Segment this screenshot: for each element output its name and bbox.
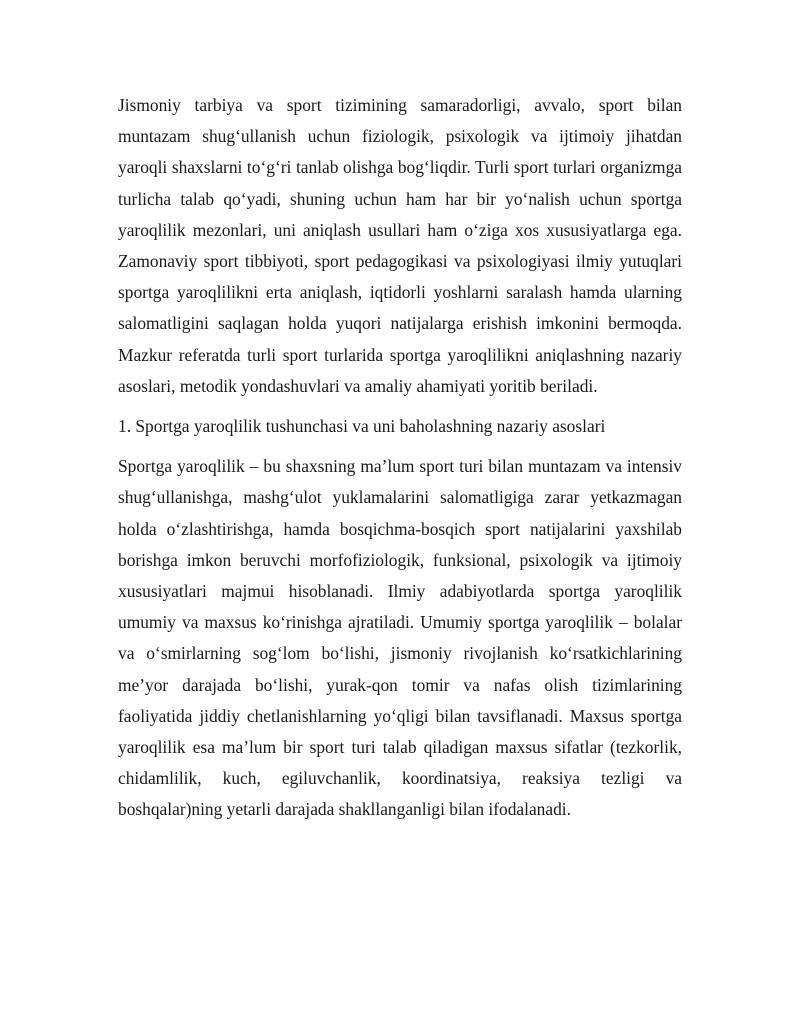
intro-paragraph: Jismoniy tarbiya va sport tizimining samaradorligi, avvalo, sport bilan muntazam shug‘ullanish uchun fiziologik, psixologik va ijtimoiy jihatdan yaroqli shaxslarni to‘g‘ri tanlab olishga bog‘liqdir. Turli sport turlari organizmga turlicha talab qo‘yadi, shuning uchun ham har bir yo‘nalish uchun sportga yaroqlilik mezonlari, uni aniqlash usullari ham o‘ziga xos xususiyatlarga ega. Zamonaviy sport tibbiyoti, sport pedagogikasi va psixologiyasi ilmiy yutuqlari sportga yaroqlilikni erta aniqlash, iqtidorli yoshlarni saralash hamda ularning salomatligini saqlagan holda yuqori natijalarga erishish imkonini bermoqda. Mazkur referatda turli sport turlarida sportga yaroqlilikni aniqlashning nazariy asoslari, metodik yondashuvlari va amaliy ahamiyati yoritib beriladi. <box>118 95 682 396</box>
section-heading: 1. Sportga yaroqlilik tushunchasi va uni baholashning nazariy asoslari <box>118 416 606 437</box>
document-page <box>118 90 682 826</box>
section-paragraph: Sportga yaroqlilik – bu shaxsning ma’lum sport turi bilan muntazam va intensiv shug‘ullanishga, mashg‘ulot yuklamalarini salomatligiga zarar yetkazmagan holda o‘zlashtirishga, hamda bosqichma-bosqich sport natijalarini yaxshilab borishga imkon beruvchi morfofiziologik, funksional, psixologik va ijtimoiy xususiyatlari majmui hisoblanadi. Ilmiy adabiyotlarda sportga yaroqlilik umumiy va maxsus ko‘rinishga ajratiladi. Umumiy sportga yaroqlilik – bolalar va o‘smirlarning sog‘lom bo‘lishi, jismoniy rivojlanish ko‘rsatkichlarining me’yor darajada bo‘lishi, yurak-qon tomir va nafas olish tizimlarining faoliyatida jiddiy chetlanishlarning yo‘qligi bilan tavsiflanadi. Maxsus sportga yaroqlilik esa ma’lum bir sport turi talab qiladigan maxsus sifatlar (tezkorlik, chidamlilik, kuch, egiluvchanlik, koordinatsiya, reaksiya tezligi va boshqalar)ning yetarli darajada shakllanganligi bilan ifodalanadi. <box>118 456 682 820</box>
